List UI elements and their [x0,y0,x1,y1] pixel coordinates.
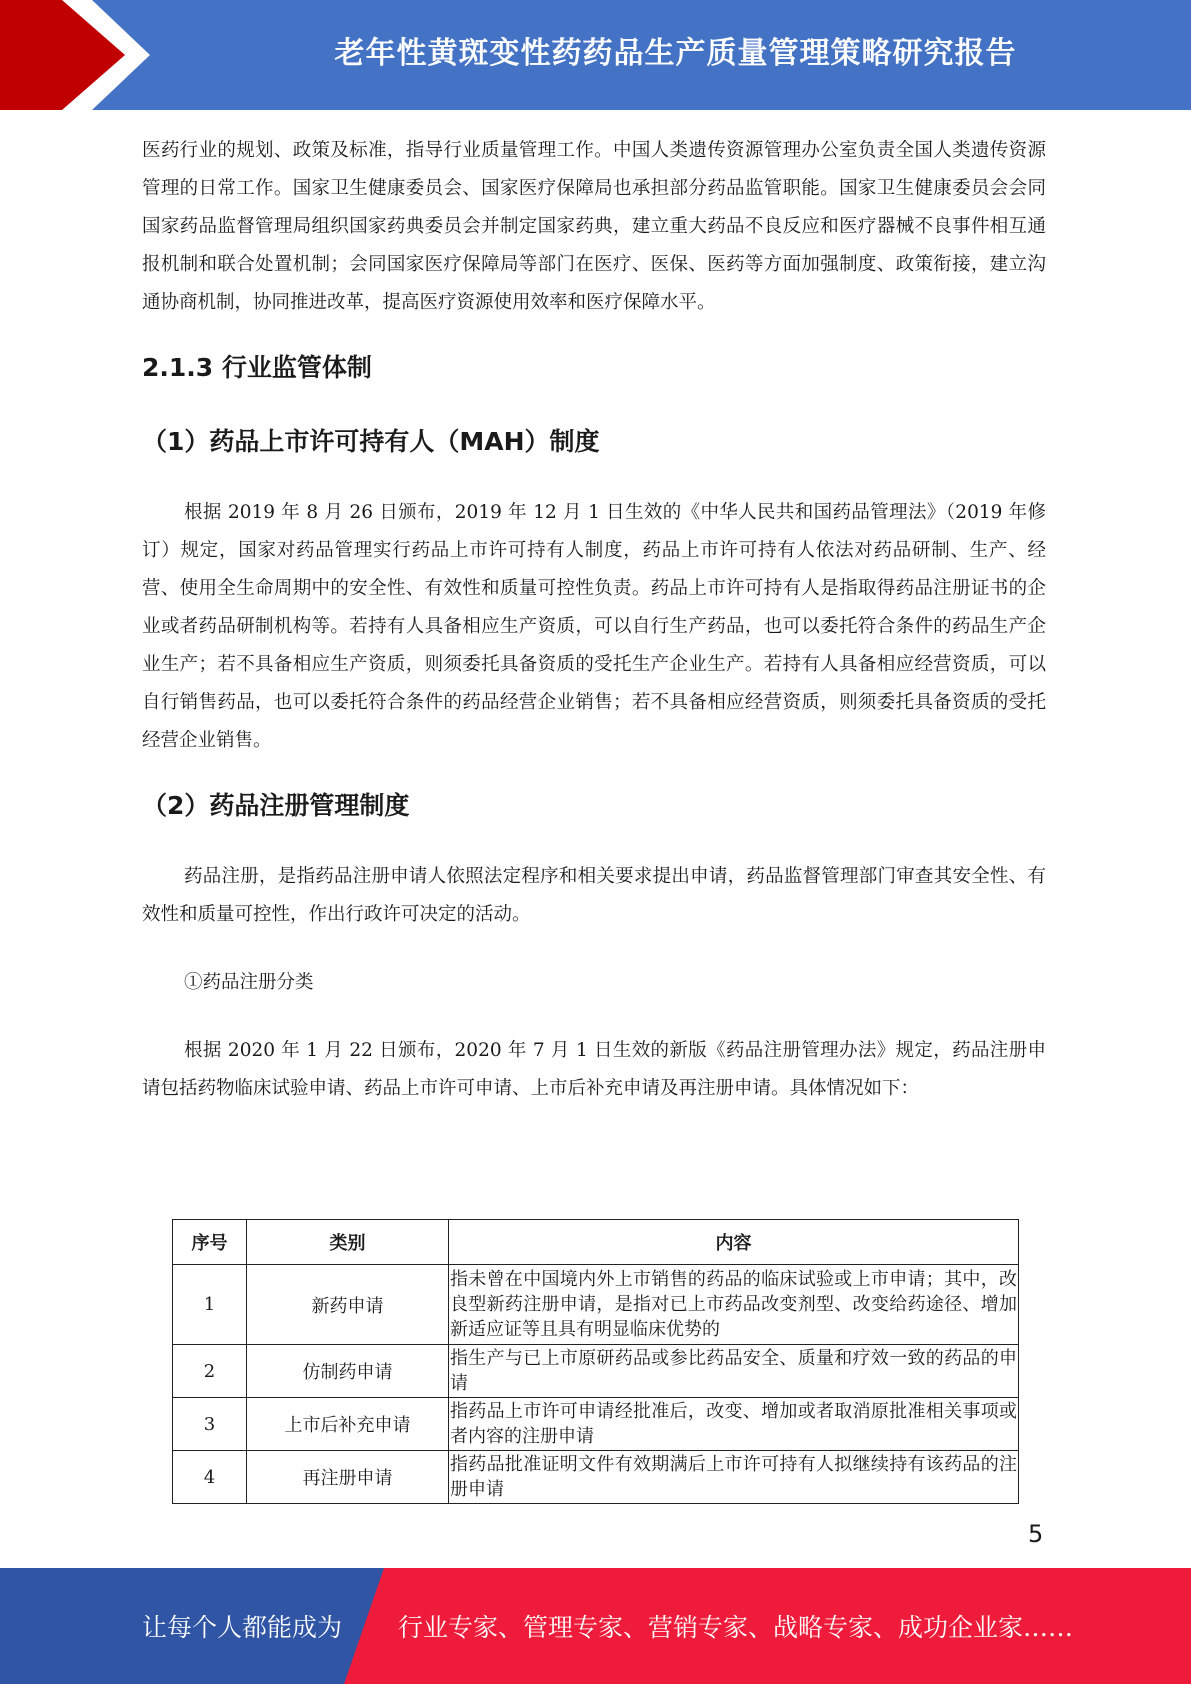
footer-slogan-right: 行业专家、管理专家、营销专家、战略专家、成功企业家…… [398,1613,1074,1642]
cell-type: 上市后补充申请 [247,1398,449,1451]
cell-number: 1 [173,1265,247,1345]
subsection-heading-mah: （1）药品上市许可持有人（MAH）制度 [142,427,600,456]
page-footer [0,1568,1191,1684]
registration-category-heading: ①药品注册分类 [184,972,314,993]
page-header [0,0,1191,110]
cell-type: 再注册申请 [247,1451,449,1504]
footer-slogan-left: 让每个人都能成为 [142,1613,343,1642]
subsection-heading-registration: （2）药品注册管理制度 [142,791,410,820]
cell-content: 指药品批准证明文件有效期满后上市许可持有人拟继续持有该药品的注册申请 [449,1451,1019,1504]
page-number: 5 [1028,1520,1044,1548]
cell-type: 仿制药申请 [247,1345,449,1398]
table-header-row [173,1220,1019,1265]
report-title: 老年性黄斑变性药药品生产质量管理策略研究报告 [334,36,1017,71]
cell-number: 3 [173,1398,247,1451]
registration-category-paragraph: 根据 2020 年 1 月 22 日颁布，2020 年 7 月 1 日生效的新版《药品注册管理办法》规定，药品注册申请包括药物临床试验申请、药品上市许可申请、上市后补充申请及再注册申请。具体情况如下： [142,1040,1046,1099]
table-row [173,1265,1019,1345]
header-cell-number: 序号 [173,1220,247,1265]
registration-paragraph: 药品注册，是指药品注册申请人依照法定程序和相关要求提出申请，药品监督管理部门审查其安全性、有效性和质量可控性，作出行政许可决定的活动。 [142,866,1046,925]
cell-type: 新药申请 [247,1265,449,1345]
registration-table [172,1219,1019,1504]
table-row [173,1451,1019,1504]
mah-paragraph: 根据 2019 年 8 月 26 日颁布，2019 年 12 月 1 日生效的《中华人民共和国药品管理法》（2019 年修订）规定，国家对药品管理实行药品上市许可持有人制度，药品上市许可持有人依法对药品研制、生产、经营、使用全生命周期中的安全性、有效性和质量可控性负责。药品上市许可持有人是指取得药品注册证书的企业或者药品研制机构等。若持有人具备相应生产资质，可以自行生产药品，也可以委托符合条件的药品生产企业生产；若不具备相应生产资质，则须委托具备资质的受托生产企业生产。若持有人具备相应经营资质，可以自行销售药品，也可以委托符合条件的药品经营企业销售；若不具备相应经营资质，则须委托具备资质的受托经营企业销售。 [142,502,1046,751]
cell-content: 指生产与已上市原研药品或参比药品安全、质量和疗效一致的药品的申请 [449,1345,1019,1398]
section-heading: 2.1.3 行业监管体制 [142,353,372,382]
table-row [173,1398,1019,1451]
table-row [173,1345,1019,1398]
intro-paragraph: 医药行业的规划、政策及标准，指导行业质量管理工作。中国人类遗传资源管理办公室负责全国人类遗传资源管理的日常工作。国家卫生健康委员会、国家医疗保障局也承担部分药品监管职能。国家卫生健康委员会会同国家药品监督管理局组织国家药典委员会并制定国家药典，建立重大药品不良反应和医疗器械不良事件相互通报机制和联合处置机制；会同国家医疗保障局等部门在医疗、医保、医药等方面加强制度、政策衔接，建立沟通协商机制，协同推进改革，提高医疗资源使用效率和医疗保障水平。 [142,140,1046,313]
header-cell-type: 类别 [247,1220,449,1265]
page-content [142,132,1046,1108]
cell-number: 4 [173,1451,247,1504]
cell-content: 指未曾在中国境内外上市销售的药品的临床试验或上市申请；其中，改良型新药注册申请，是指对已上市药品改变剂型、改变给药途径、增加新适应证等且具有明显临床优势的 [449,1265,1019,1345]
cell-content: 指药品上市许可申请经批准后，改变、增加或者取消原批准相关事项或者内容的注册申请 [449,1398,1019,1451]
cell-number: 2 [173,1345,247,1398]
header-cell-content: 内容 [449,1220,1019,1265]
